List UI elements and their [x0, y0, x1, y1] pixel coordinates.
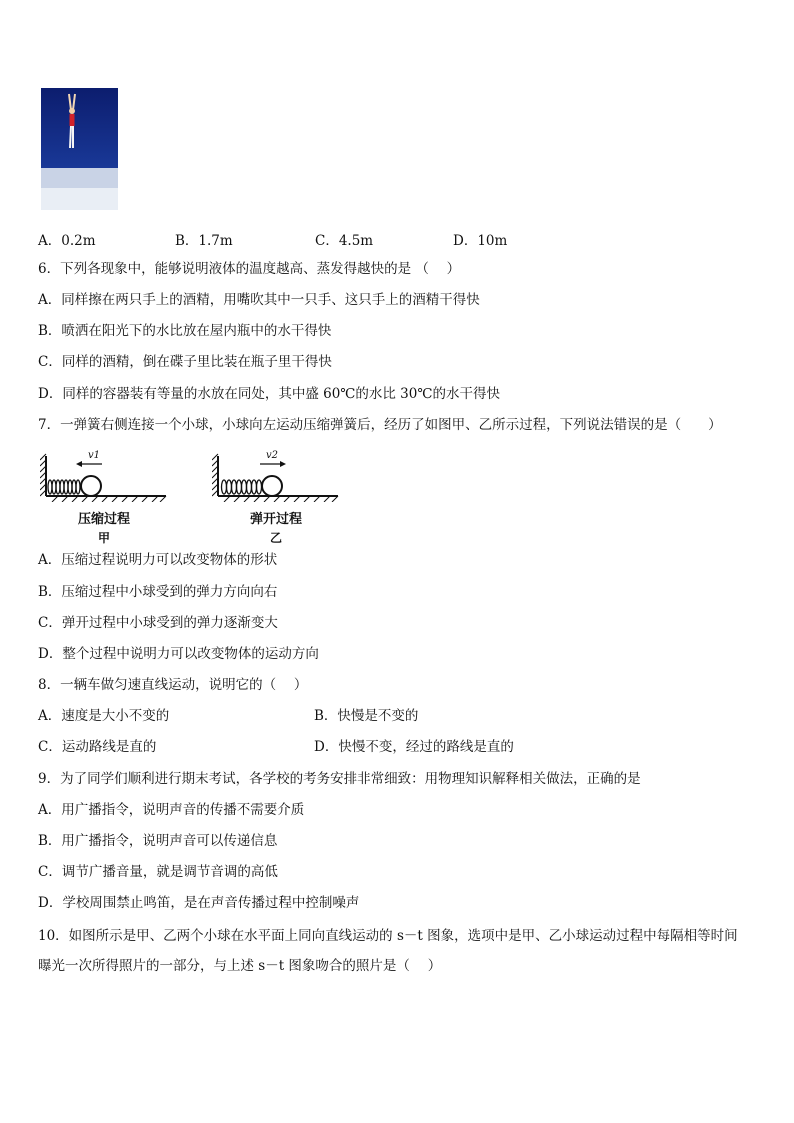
q7-option-d: D．整个过程中说明力可以改变物体的运动方向	[38, 646, 319, 662]
q9-option-b: B．用广播指令，说明声音可以传递信息	[38, 833, 278, 849]
q9-option-d: D．学校周围禁止鸣笛，是在声音传播过程中控制噪声	[38, 895, 360, 911]
q5-option-b: B．1.7m	[175, 233, 233, 249]
q8-option-c: C．运动路线是直的	[38, 739, 157, 755]
q9-option-c: C．调节广播音量，就是调节音调的高低	[38, 864, 278, 880]
q6-option-c: C．同样的酒精，倒在碟子里比装在瓶子里干得快	[38, 354, 332, 370]
q8-stem: 8．一辆车做匀速直线运动，说明它的（ ）	[38, 677, 308, 693]
velocity-label-v1: v1	[88, 450, 101, 461]
q9-stem: 9．为了同学们顺利进行期末考试，各学校的考务安排非常细致：用物理知识解释相关做法，正确的是	[38, 771, 641, 787]
figure-compression	[40, 452, 168, 546]
q10-stem-line2: 曝光一次所得照片的一部分，与上述 s－t 图象吻合的照片是（ ）	[38, 958, 442, 974]
q6-option-a: A．同样擦在两只手上的酒精，用嘴吹其中一只手、这只手上的酒精干得快	[38, 292, 480, 308]
figure-release	[212, 452, 340, 546]
q8-option-a: A．速度是大小不变的	[38, 708, 170, 724]
q6-stem: 6．下列各现象中，能够说明液体的温度越高、蒸发得越快的是 （ ）	[38, 261, 461, 277]
spring-ball-diagram-left	[40, 452, 168, 502]
q9-option-a: A．用广播指令，说明声音的传播不需要介质	[38, 802, 305, 818]
q7-option-b: B．压缩过程中小球受到的弹力方向向右	[38, 584, 278, 600]
caption-compression: 压缩过程	[77, 512, 130, 527]
q8-option-d: D．快慢不变，经过的路线是直的	[314, 739, 514, 755]
q6-option-b: B．喷洒在阳光下的水比放在屋内瓶中的水干得快	[38, 323, 332, 339]
sub-label-yi: 乙	[269, 531, 282, 545]
trampoline-photo	[41, 88, 118, 210]
sub-label-jia: 甲	[97, 531, 110, 545]
q5-option-a: A．0.2m	[38, 233, 96, 249]
q6-option-d: D．同样的容器装有等量的水放在同处，其中盛 60℃的水比 30℃的水干得快	[38, 386, 500, 402]
q7-stem: 7．一弹簧右侧连接一个小球，小球向左运动压缩弹簧后，经历了如图甲、乙所示过程，下列说法错误的是（ ）	[38, 417, 722, 433]
q7-option-c: C．弹开过程中小球受到的弹力逐渐变大	[38, 615, 278, 631]
q8-option-b: B．快慢是不变的	[314, 708, 419, 724]
q10-stem-line1: 10．如图所示是甲、乙两个小球在水平面上同向直线运动的 s－t 图象，选项中是甲、乙小球运动过程中每隔相等时间	[38, 928, 738, 944]
velocity-label-v2: v2	[266, 450, 279, 461]
caption-release: 弹开过程	[249, 512, 302, 527]
q7-option-a: A．压缩过程说明力可以改变物体的形状	[38, 552, 278, 568]
q5-option-c: C．4.5m	[315, 233, 374, 249]
q5-option-d: D．10m	[453, 233, 508, 249]
